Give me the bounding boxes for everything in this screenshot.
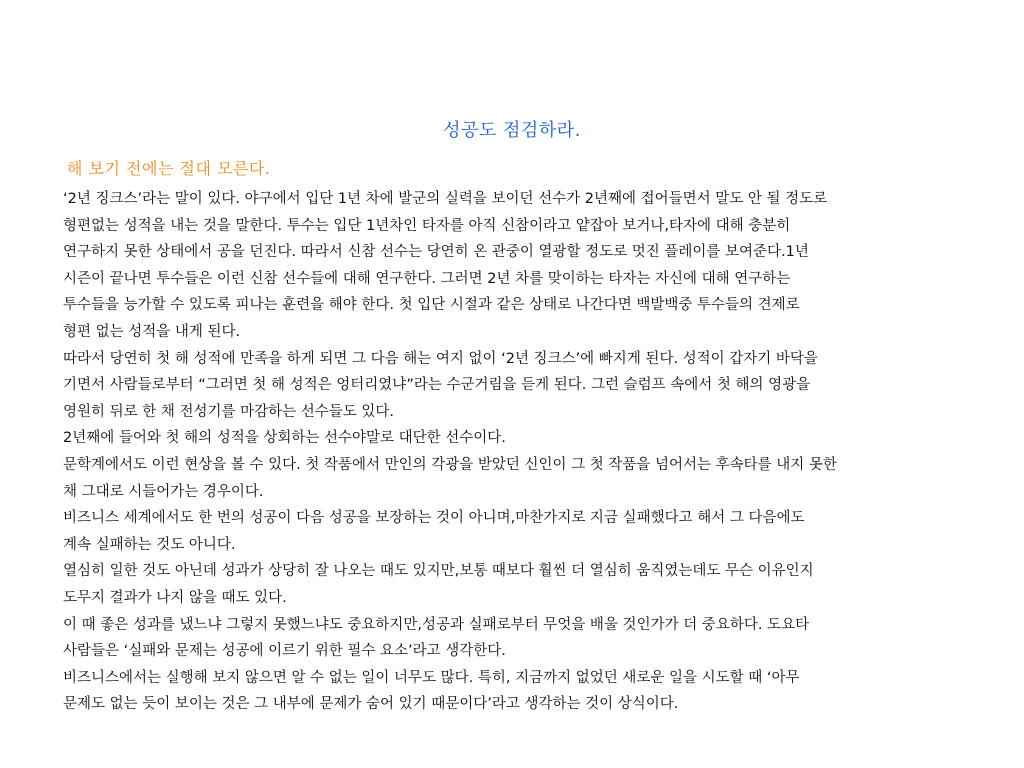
body-line: 열심히 일한 것도 아닌데 성과가 상당히 잘 나오는 때도 있지만,보통 때보다 훨씬 더 열심히 움직였는데도 무슨 이유인지 — [63, 563, 814, 580]
body-line: 채 그대로 시들어가는 경우이다. — [63, 483, 264, 500]
slide-title: 성공도 점검하라. — [443, 120, 581, 141]
body-line: 비즈니스 세계에서도 한 번의 성공이 다음 성공을 보장하는 것이 아니며,마찬가지로 지금 실패했다고 해서 그 다음에도 — [63, 510, 805, 527]
body-line: 따라서 당연히 첫 해 성적에 만족을 하게 되면 그 다음 해는 여지 없이 ‘2년 징크스’에 빠지게 된다. 성적이 갑자기 바닥을 — [63, 350, 818, 367]
body-text — [63, 186, 1003, 718]
body-line: 사람들은 ‘실패와 문제는 성공에 이르기 위한 필수 요소’라고 생각한다. — [63, 643, 506, 660]
body-line: ‘2년 징크스’라는 말이 있다. 야구에서 입단 1년 차에 발군의 실력을 보이던 선수가 2년째에 접어들면서 말도 안 될 정도로 — [63, 191, 828, 207]
body-line: 문제도 없는 듯이 보이는 것은 그 내부에 문제가 숨어 있기 때문이다’라고 생각하는 것이 상식이다. — [63, 696, 679, 713]
body-line: 시즌이 끝나면 투수들은 이런 신참 선수들에 대해 연구한다. 그러면 2년 차를 맞이하는 타자는 자신에 대해 연구하는 — [63, 270, 791, 287]
body-line: 형편 없는 성적을 내게 된다. — [63, 323, 241, 340]
body-line: 형편없는 성적을 내는 것을 말한다. 투수는 입단 1년차인 타자를 아직 신참이라고 얕잡아 보거나,타자에 대해 충분히 — [63, 217, 791, 234]
body-line: 기면서 사람들로부터 “그러면 첫 해 성적은 엉터리였냐”라는 수군거림을 듣게 된다. 그런 슬럼프 속에서 첫 해의 영광을 — [63, 377, 811, 394]
body-line: 도무지 결과가 나지 않을 때도 있다. — [63, 589, 287, 606]
body-line: 투수들을 능가할 수 있도록 피나는 훈련을 해야 한다. 첫 입단 시절과 같은 상태로 나간다면 백발백중 투수들의 견제로 — [63, 297, 800, 314]
body-line: 연구하지 못한 상태에서 공을 던진다. 따라서 신참 선수는 당연히 온 관중이 열광할 정도로 멋진 플레이를 보여준다.1년 — [63, 244, 809, 261]
body-line: 문학계에서도 이런 현상을 볼 수 있다. 첫 작품에서 만인의 각광을 받았던 신인이 그 첫 작품을 넘어서는 후속타를 내지 못한 — [63, 456, 837, 473]
body-line: 2년째에 들어와 첫 해의 성적을 상회하는 선수야말로 대단한 선수이다. — [63, 430, 506, 447]
body-line: 계속 실패하는 것도 아니다. — [63, 536, 236, 553]
body-line: 비즈니스에서는 실행해 보지 않으면 알 수 없는 일이 너무도 많다. 특히, 지금까지 없었던 새로운 일을 시도할 때 ‘아무 — [63, 669, 800, 686]
body-line: 이 때 좋은 성과를 냈느냐 그렇지 못했느냐도 중요하지만,성공과 실패로부터 무엇을 배울 것인가가 더 중요하다. 도요타 — [63, 616, 810, 633]
slide-subtitle: 해 보기 전에는 절대 모른다. — [67, 159, 271, 178]
body-line: 영원히 뒤로 한 채 전성기를 마감하는 선수들도 있다. — [63, 403, 395, 420]
